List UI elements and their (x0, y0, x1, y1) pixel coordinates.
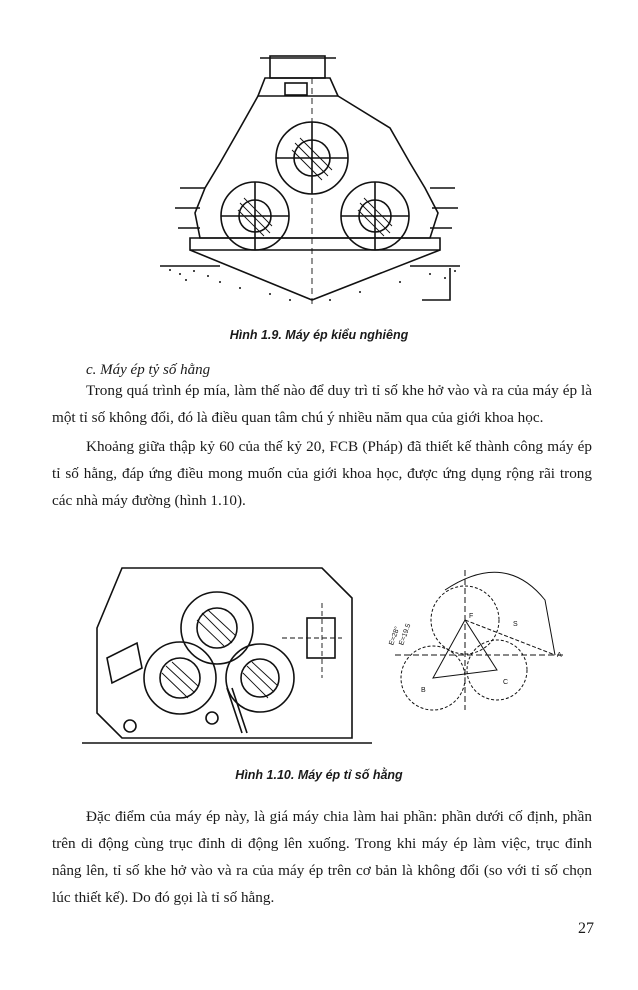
label-s: S (513, 621, 518, 628)
figure-1-10-caption: Hình 1.10. Máy ép tỉ số hằng (235, 768, 403, 782)
paragraph-1: Trong quá trình ép mía, làm thế nào để duy trì tỉ số khe hở vào và ra của máy ép là một tỉ số không đổi, đó là điều quan tâm chú ý nhiều năm qua của giới khoa học. (52, 382, 592, 426)
label-a: A (557, 652, 562, 659)
figure-1-10-mill-drawing (82, 548, 372, 753)
label-f: F (469, 613, 474, 620)
label-e2: E=19.5 (398, 622, 413, 647)
paragraph-3: Đặc điểm của máy ép này, là giá máy chia làm hai phần: phần dưới cố định, phần trên di động cùng trục đỉnh di động lên xuống. Trong khi máy ép làm việc, trục đỉnh nâng lên, tỉ số khe hở vào và ra của máy ép trên cơ bản là không đổi (so với tỉ số chọn lúc thiết kế). Do đó gọi là tỉ số hằng. (52, 808, 592, 906)
figure-1-9-caption: Hình 1.9. Máy ép kiểu nghiêng (229, 328, 409, 342)
label-c: C (503, 679, 509, 686)
page-number: 27 (578, 920, 594, 937)
section-heading: c. Máy ép tỷ số hằng (86, 362, 211, 378)
label-e1: E=28° (388, 625, 402, 647)
figure-1-9-drawing (160, 38, 470, 313)
paragraph-2: Khoảng giữa thập kỷ 60 của thế kỷ 20, FCB (Pháp) đã thiết kế thành công máy ép tỉ số hằng, đáp ứng điều mong muốn của giới khoa học, được ứng dụng rộng rãi trong các nhà máy đường (hình 1.10). (52, 438, 592, 509)
label-b: B (421, 687, 426, 694)
figure-1-10-geometry-diagram (385, 560, 575, 720)
